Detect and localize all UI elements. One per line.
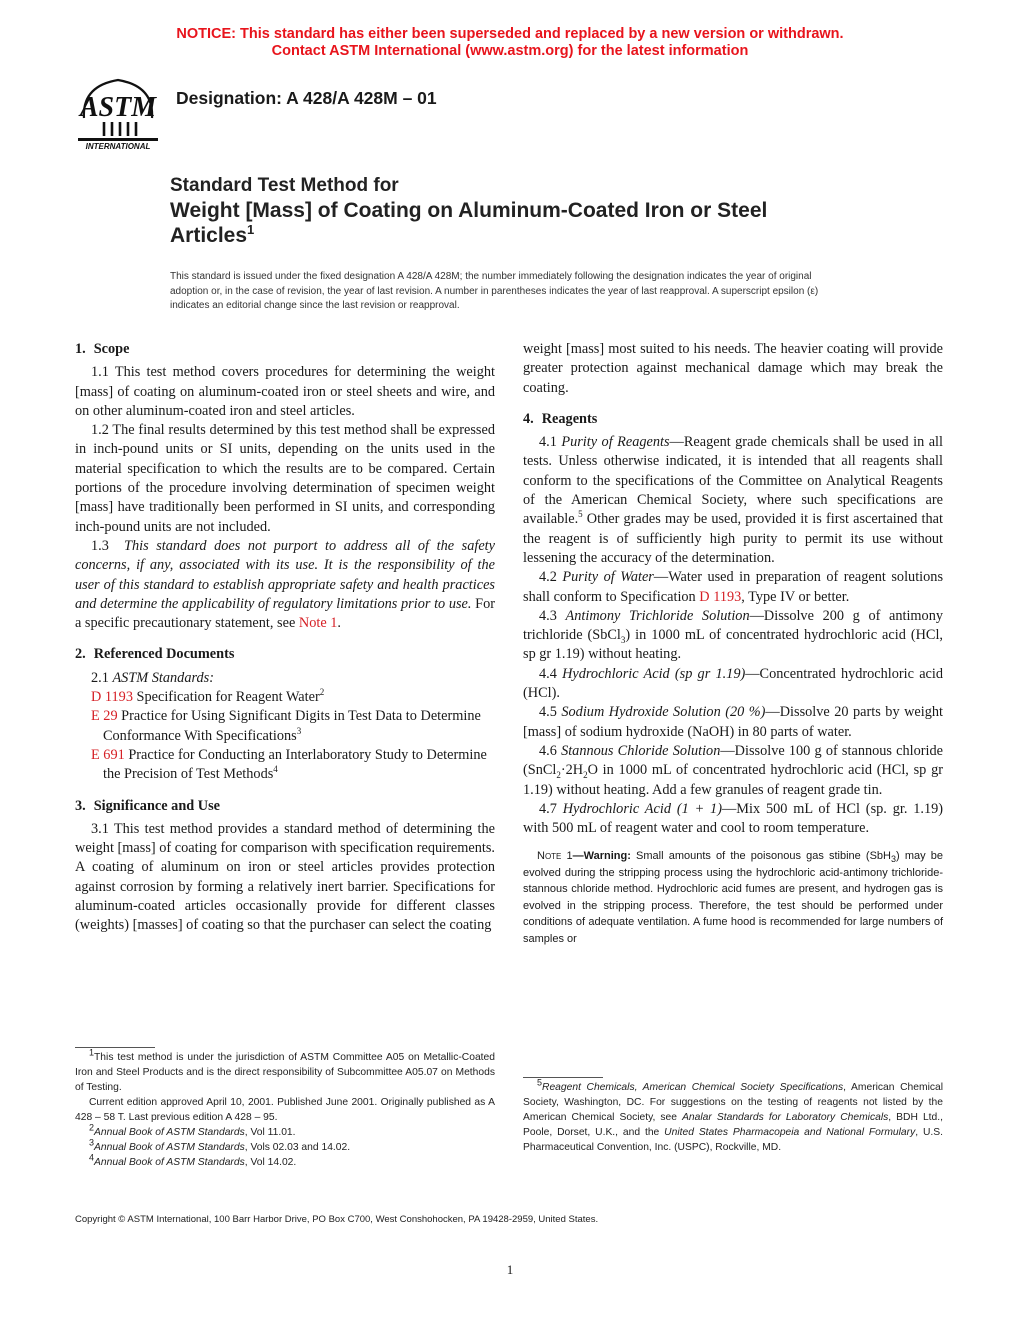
footnote-rule-right [523, 1077, 603, 1078]
withdrawal-notice [0, 26, 1020, 60]
paragraph-1-1: 1.1 This test method covers procedures for determining the weight [mass] of coating on aluminum-coated iron or steel sheets and wire, and on other aluminum-coated iron and steel articles. [75, 364, 495, 419]
paragraph-2-1: 2.1 ASTM Standards: [91, 669, 214, 686]
notice-line-2: Contact ASTM International (www.astm.org) for the latest information [271, 43, 749, 59]
logo-text: ASTM [79, 92, 157, 123]
ref-item-e691: E 691 Practice for Conducting an Interlaboratory Study to Determine the Precision of Test Methods$^4$ [91, 746, 487, 783]
ref-item-e29: E 29 Practice for Using Significant Digits in Test Data to Determine Conformance With Specifications$^3$ [91, 708, 481, 744]
paragraph-1-2: 1.2 The final results determined by this test method shall be expressed in inch-pound units or SI units, depending on the units used in the material specification to which the results are to be compared. Certain portions of the procedure involving determination of specimen weight [mass] have traditionally been performed in SI units, and corresponding inch-pound units are not included. [75, 422, 495, 535]
footnotes-left [75, 1047, 495, 1170]
section-heading-referenced-documents: 2. Referenced Documents [75, 646, 235, 663]
title-footnote-ref[interactable]: 1 [247, 222, 255, 237]
paragraph-3-1-continued: weight [mass] most suited to his needs. The heavier coating will provide greater protection against mechanical damage which may break the coating. [523, 341, 943, 396]
logo-subtext: INTERNATIONAL [85, 142, 151, 151]
paragraph-4-7: 4.7 Hydrochloric Acid (1 + 1)—Mix 500 mL of HCl (sp. gr. 1.19) with 500 mL of reagent water and cool to room temperature. [523, 800, 944, 837]
footnote-3: $^3$Annual Book of ASTM Standards, Vols 02.03 and 14.02. [89, 1137, 351, 1153]
footnote-1b: Current edition approved April 10, 2001. Published June 2001. Originally published as A 428 – 58 T. Last previous edition A 428 – 95. [75, 1097, 495, 1123]
section-heading-reagents: 4. Reagents [523, 410, 598, 427]
right-column [523, 340, 943, 947]
footnote-4: $^4$Annual Book of ASTM Standards, Vol 14.02. [89, 1152, 297, 1168]
paragraph-4-1: 4.1 Purity of Reagents—Reagent grade chemicals shall be used in all tests. Unless otherwise indicated, it is intended that all reagents shall conform to the specifications of the Committee on Analytical Reagents of the American Chemical Society, where such specifications are available.$^5$ Other grades may be used, provided it is first ascertained that the reagent is of sufficiently high purity to permit its use without lessening the accuracy of the determination. [523, 434, 943, 566]
paragraph-4-4: 4.4 Hydrochloric Acid (sp gr 1.19)—Concentrated hydrochloric acid (HCl). [523, 665, 944, 702]
notice-line-1: NOTICE: This standard has either been superseded and replaced by a new version or withdrawn. [176, 26, 844, 42]
title-line-3 [170, 223, 870, 248]
paragraph-4-5: 4.5 Sodium Hydroxide Solution (20 %)—Dissolve 20 parts by weight [mass] of sodium hydroxide (NaOH) in 80 parts of water. [523, 704, 944, 740]
page-number: 1 [506, 1262, 514, 1277]
paragraph-3-1: 3.1 This test method provides a standard method of determining the weight [mass] of coating for comparison with specification requirements. A coating of aluminum on iron or steel articles provides protection against corrosion by forming a relatively inert barrier. Specifications for aluminum-coated articles occasionally provide for different classes (weights) [masses] of coating so that the purchaser can select the coating [75, 820, 495, 934]
astm-logo [74, 72, 162, 152]
issuance-note: This standard is issued under the fixed designation A 428/A 428M; the number immediately following the designation indicates the year of original adoption or, in the case of revision, the year of last revision. A number in parentheses indicates the year of last reapproval. A superscript epsilon (ε) indicates an editorial change since the last revision or reapproval. [170, 271, 819, 312]
document-title [170, 174, 870, 248]
paragraph-1-3: 1.3 This standard does not purport to address all of the safety concerns, if any, associated with its use. It is the responsibility of the user of this standard to establish appropriate safety and health practices and determine the applicability of regulatory limitations prior to use. For a specific precautionary statement, see Note 1. [75, 537, 495, 632]
section-heading-scope: 1. Scope [75, 341, 130, 357]
designation: Designation: A 428/A 428M – 01 [176, 88, 437, 108]
section-heading-significance: 3. Significance and Use [75, 797, 221, 814]
paragraph-4-6: 4.6 Stannous Chloride Solution—Dissolve 100 g of stannous chloride ($SnCl_2\cdot 2H_2O$ in 1000 mL of concentrated hydrochloric acid (HCl, sp gr 1.19) without heating. Add a few granules of reagent grade tin. [523, 742, 943, 798]
footnotes-right [523, 1077, 944, 1155]
footnote-2: $^2$Annual Book of ASTM Standards, Vol 11.01. [89, 1122, 296, 1138]
ref-link-d1193[interactable]: D 1193 [91, 689, 133, 706]
paragraph-4-3: 4.3 Antimony Trichloride Solution—Dissolve 200 g of antimony trichloride (SbCl$_3$) in 1000 mL of concentrated hydrochloric acid (HCl, sp gr 1.19) without heating. [523, 607, 943, 663]
left-column [75, 340, 495, 936]
title-line-1: Standard Test Method for [170, 175, 399, 196]
copyright: Copyright © ASTM International, 100 Barr Harbor Drive, PO Box C700, West Conshohocken, PA 19428-2959, United States. [75, 1214, 599, 1225]
astm-logo-icon [74, 72, 162, 152]
ref-link-d1193-inline[interactable]: D 1193 [699, 588, 742, 605]
ref-link-e691[interactable]: E 691 [91, 746, 125, 763]
ref-item-d1193: D 1193 Specification for Reagent Water$^2$ [91, 687, 325, 706]
note-1-link[interactable]: Note 1 [298, 615, 338, 632]
paragraph-4-2: 4.2 Purity of Water—Water used in preparation of reagent solutions shall conform to Specification D 1193, Type IV or better. [523, 569, 944, 605]
footnote-5: $^5$Reagent Chemicals, American Chemical Society Specifications, American Chemical Society, Washington, DC. For suggestions on the testing of reagents not listed by the American Chemical Society, see Analar Standards for Laboratory Chemicals, BDH Ltd., Poole, Dorset, U.K., and the United States Pharmacopeia and National Formulary, U.S. Pharmaceutical Convention, Inc. (USPC), Rockville, MD. [523, 1077, 944, 1153]
footnote-rule-left [75, 1047, 155, 1048]
title-line-2: Weight [Mass] of Coating on Aluminum-Coated Iron or Steel [170, 199, 768, 222]
title-line-3-text: Articles [170, 224, 248, 247]
note-1: Note 1—Warning: Small amounts of the poisonous gas stibine (SbH$_3$) may be evolved during the stripping process using the hydrochloric acid-antimony trichloride-stannous chloride method. Hydrochloric acid fumes are present, and hydrogen gas is evolved in the stripping process. Therefore, the test should be performed under conditions of adequate ventilation. A fume hood is recommended for large numbers of samples or [523, 850, 943, 945]
footnote-1: $^1$This test method is under the jurisdiction of ASTM Committee A05 on Metallic-Coated Iron and Steel Products and is the direct responsibility of Subcommittee A05.07 on Methods of Testing. [75, 1047, 495, 1093]
ref-link-e29[interactable]: E 29 [91, 708, 118, 725]
